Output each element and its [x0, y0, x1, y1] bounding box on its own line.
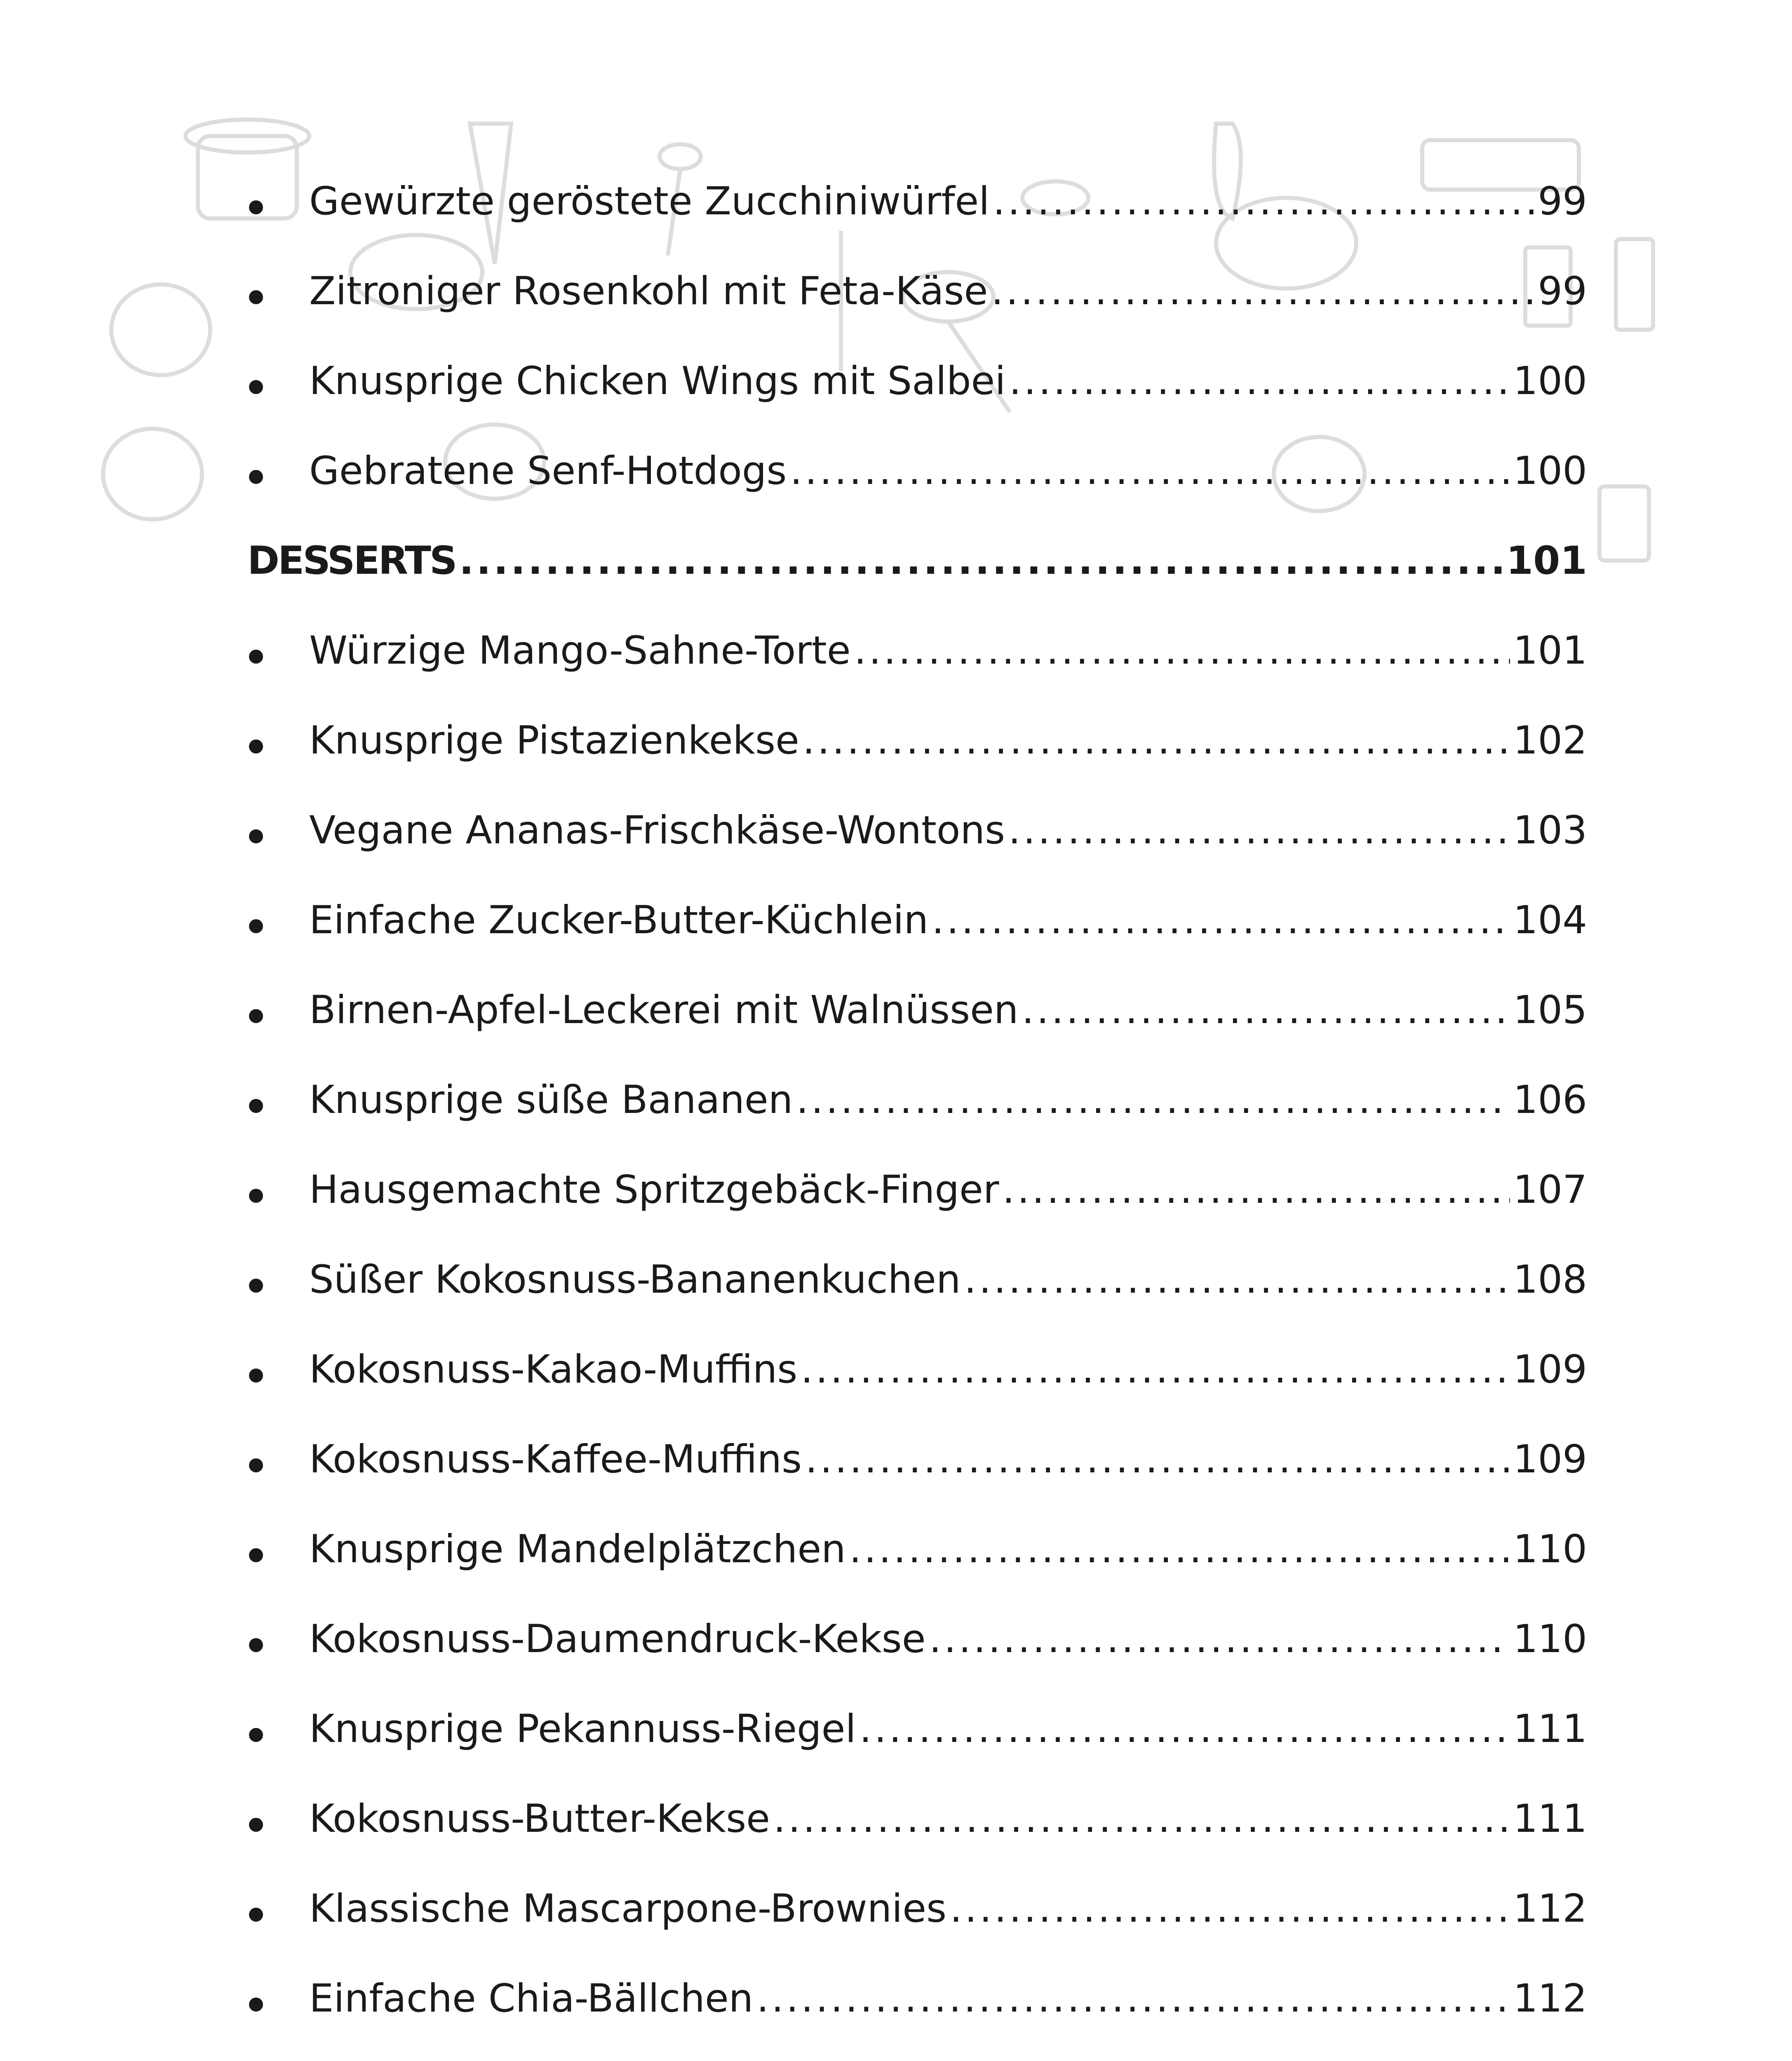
toc-page-number: 111 [1513, 1707, 1587, 1751]
bullet-icon [247, 1061, 309, 1151]
toc-page-number: 99 [1538, 269, 1587, 314]
dot-leader [761, 2044, 1510, 2061]
bullet-icon [247, 1690, 309, 1780]
toc-entry-title: Knusprige Chicken Wings mit Salbei [309, 359, 1006, 404]
table-of-contents [247, 157, 1587, 2061]
toc-entry-title: Gewürzte geröstete Zucchiniwürfel [309, 179, 990, 224]
toc-entry-title: Hausgemachte Spritzgebäck-Finger [309, 1167, 999, 1212]
toc-entry-title: Klassische Mascarpone-Brownies [309, 1886, 947, 1931]
toc-entry-title: Vegane Ananas-Frischkäse-Wontons [309, 808, 1005, 853]
toc-page-number: 100 [1513, 448, 1587, 493]
bullet-icon [247, 1331, 309, 1420]
bullet-icon [247, 432, 309, 522]
toc-page-number: 110 [1513, 1527, 1587, 1572]
toc-entry[interactable] [247, 696, 1587, 786]
toc-entry-title: DESSERTS [247, 538, 456, 583]
bullet-icon [247, 342, 309, 432]
toc-page-number: 107 [1513, 1167, 1587, 1212]
bullet-icon [247, 1510, 309, 1600]
dot-leader [991, 246, 1534, 336]
toc-entry[interactable] [247, 1055, 1587, 1145]
toc-entry-title: Knusprige süße Bananen [309, 1077, 793, 1122]
dot-leader [801, 1325, 1510, 1415]
toc-entry-title: Gebratene Senf-Hotdogs [309, 448, 787, 493]
dot-leader [1022, 965, 1510, 1055]
dot-leader [929, 1594, 1510, 1684]
toc-page-number: 103 [1513, 808, 1587, 853]
toc-entry-title: Kokosnuss-Daumendruck-Kekse [309, 1617, 926, 1662]
toc-page-number: 109 [1513, 1347, 1587, 1392]
dot-leader [756, 1954, 1510, 2044]
dot-leader [790, 426, 1510, 516]
bullet-icon [247, 1241, 309, 1331]
toc-page-number: 99 [1538, 179, 1587, 224]
toc-entry[interactable] [247, 157, 1587, 246]
toc-entry[interactable] [247, 246, 1587, 336]
toc-page-number: 111 [1513, 1796, 1587, 1841]
dot-leader [993, 157, 1534, 246]
bullet-icon [247, 971, 309, 1061]
dot-leader [803, 696, 1510, 786]
toc-entry-title: Knusprige Pistazienkekse [309, 718, 799, 763]
toc-page-number: 101 [1506, 538, 1587, 583]
dot-leader [854, 606, 1510, 696]
toc-section-heading[interactable] [247, 516, 1587, 606]
dot-leader [860, 1684, 1510, 1774]
toc-entry[interactable] [247, 1415, 1587, 1505]
toc-entry[interactable] [247, 1325, 1587, 1415]
bullet-icon [247, 2049, 309, 2061]
toc-entry-title: Knusprige Mandelplätzchen [309, 1527, 846, 1572]
toc-entry-title: Kokosnuss-Kaffee-Muffins [309, 1437, 802, 1482]
toc-entry-title [309, 2044, 757, 2061]
toc-page-number: 108 [1513, 1257, 1587, 1302]
dot-leader [932, 876, 1510, 965]
dot-leader [805, 1415, 1510, 1505]
dot-leader [950, 1864, 1510, 1954]
toc-page-number: 112 [1513, 1886, 1587, 1931]
dot-leader [773, 1774, 1510, 1864]
toc-entry[interactable] [247, 1684, 1587, 1774]
toc-entry[interactable] [247, 876, 1587, 965]
bullet-icon [247, 252, 309, 342]
toc-page-number: 102 [1513, 718, 1587, 763]
toc-entry[interactable] [247, 606, 1587, 696]
toc-entry-title: Einfache Zucker-Butter-Küchlein [309, 898, 929, 943]
toc-entry[interactable] [247, 336, 1587, 426]
toc-page-number: 101 [1513, 628, 1587, 673]
toc-page-number: 104 [1513, 898, 1587, 943]
toc-entry[interactable] [247, 965, 1587, 1055]
bullet-icon [247, 791, 309, 881]
dot-leader [459, 516, 1503, 606]
toc-entry-title: Zitroniger Rosenkohl mit Feta-Käse [309, 269, 988, 314]
toc-page-number: 109 [1513, 1437, 1587, 1482]
toc-page-number: 112 [1513, 1976, 1587, 2021]
toc-entry[interactable] [247, 1594, 1587, 1684]
toc-entry[interactable] [247, 1864, 1587, 1954]
toc-entry[interactable] [247, 1505, 1587, 1594]
bullet-icon [247, 1960, 309, 2049]
toc-entry-title: Einfache Chia-Bällchen [309, 1976, 754, 2021]
toc-entry[interactable] [247, 1774, 1587, 1864]
toc-entry[interactable] [247, 2044, 1587, 2061]
bullet-icon [247, 162, 309, 252]
toc-page-number [1513, 2044, 1587, 2061]
dot-leader [796, 1055, 1510, 1145]
bullet-icon [247, 1151, 309, 1241]
toc-entry[interactable] [247, 1954, 1587, 2044]
toc-page-number: 110 [1513, 1617, 1587, 1662]
bullet-icon [247, 881, 309, 971]
dot-leader [1009, 336, 1510, 426]
toc-entry[interactable] [247, 786, 1587, 876]
bullet-icon [247, 1600, 309, 1690]
dot-leader [849, 1505, 1510, 1594]
toc-page-number: 105 [1513, 988, 1587, 1033]
toc-entry[interactable] [247, 426, 1587, 516]
toc-entry-title: Kokosnuss-Butter-Kekse [309, 1796, 770, 1841]
toc-entry[interactable] [247, 1235, 1587, 1325]
bullet-icon [247, 702, 309, 791]
bullet-icon [247, 1420, 309, 1510]
bullet-icon [247, 1780, 309, 1870]
toc-entry-title: Birnen-Apfel-Leckerei mit Walnüssen [309, 988, 1019, 1033]
dot-leader [964, 1235, 1510, 1325]
bullet-icon [247, 612, 309, 702]
toc-entry-title: Kokosnuss-Kakao-Muffins [309, 1347, 798, 1392]
toc-entry-title: Süßer Kokosnuss-Bananenkuchen [309, 1257, 961, 1302]
dot-leader [1003, 1145, 1510, 1235]
toc-page-number: 106 [1513, 1077, 1587, 1122]
toc-entry-title: Knusprige Pekannuss-Riegel [309, 1707, 856, 1751]
bullet-icon [247, 1870, 309, 1960]
toc-entry[interactable] [247, 1145, 1587, 1235]
toc-entry-title: Würzige Mango-Sahne-Torte [309, 628, 851, 673]
dot-leader [1008, 786, 1510, 876]
toc-page-number: 100 [1513, 359, 1587, 404]
